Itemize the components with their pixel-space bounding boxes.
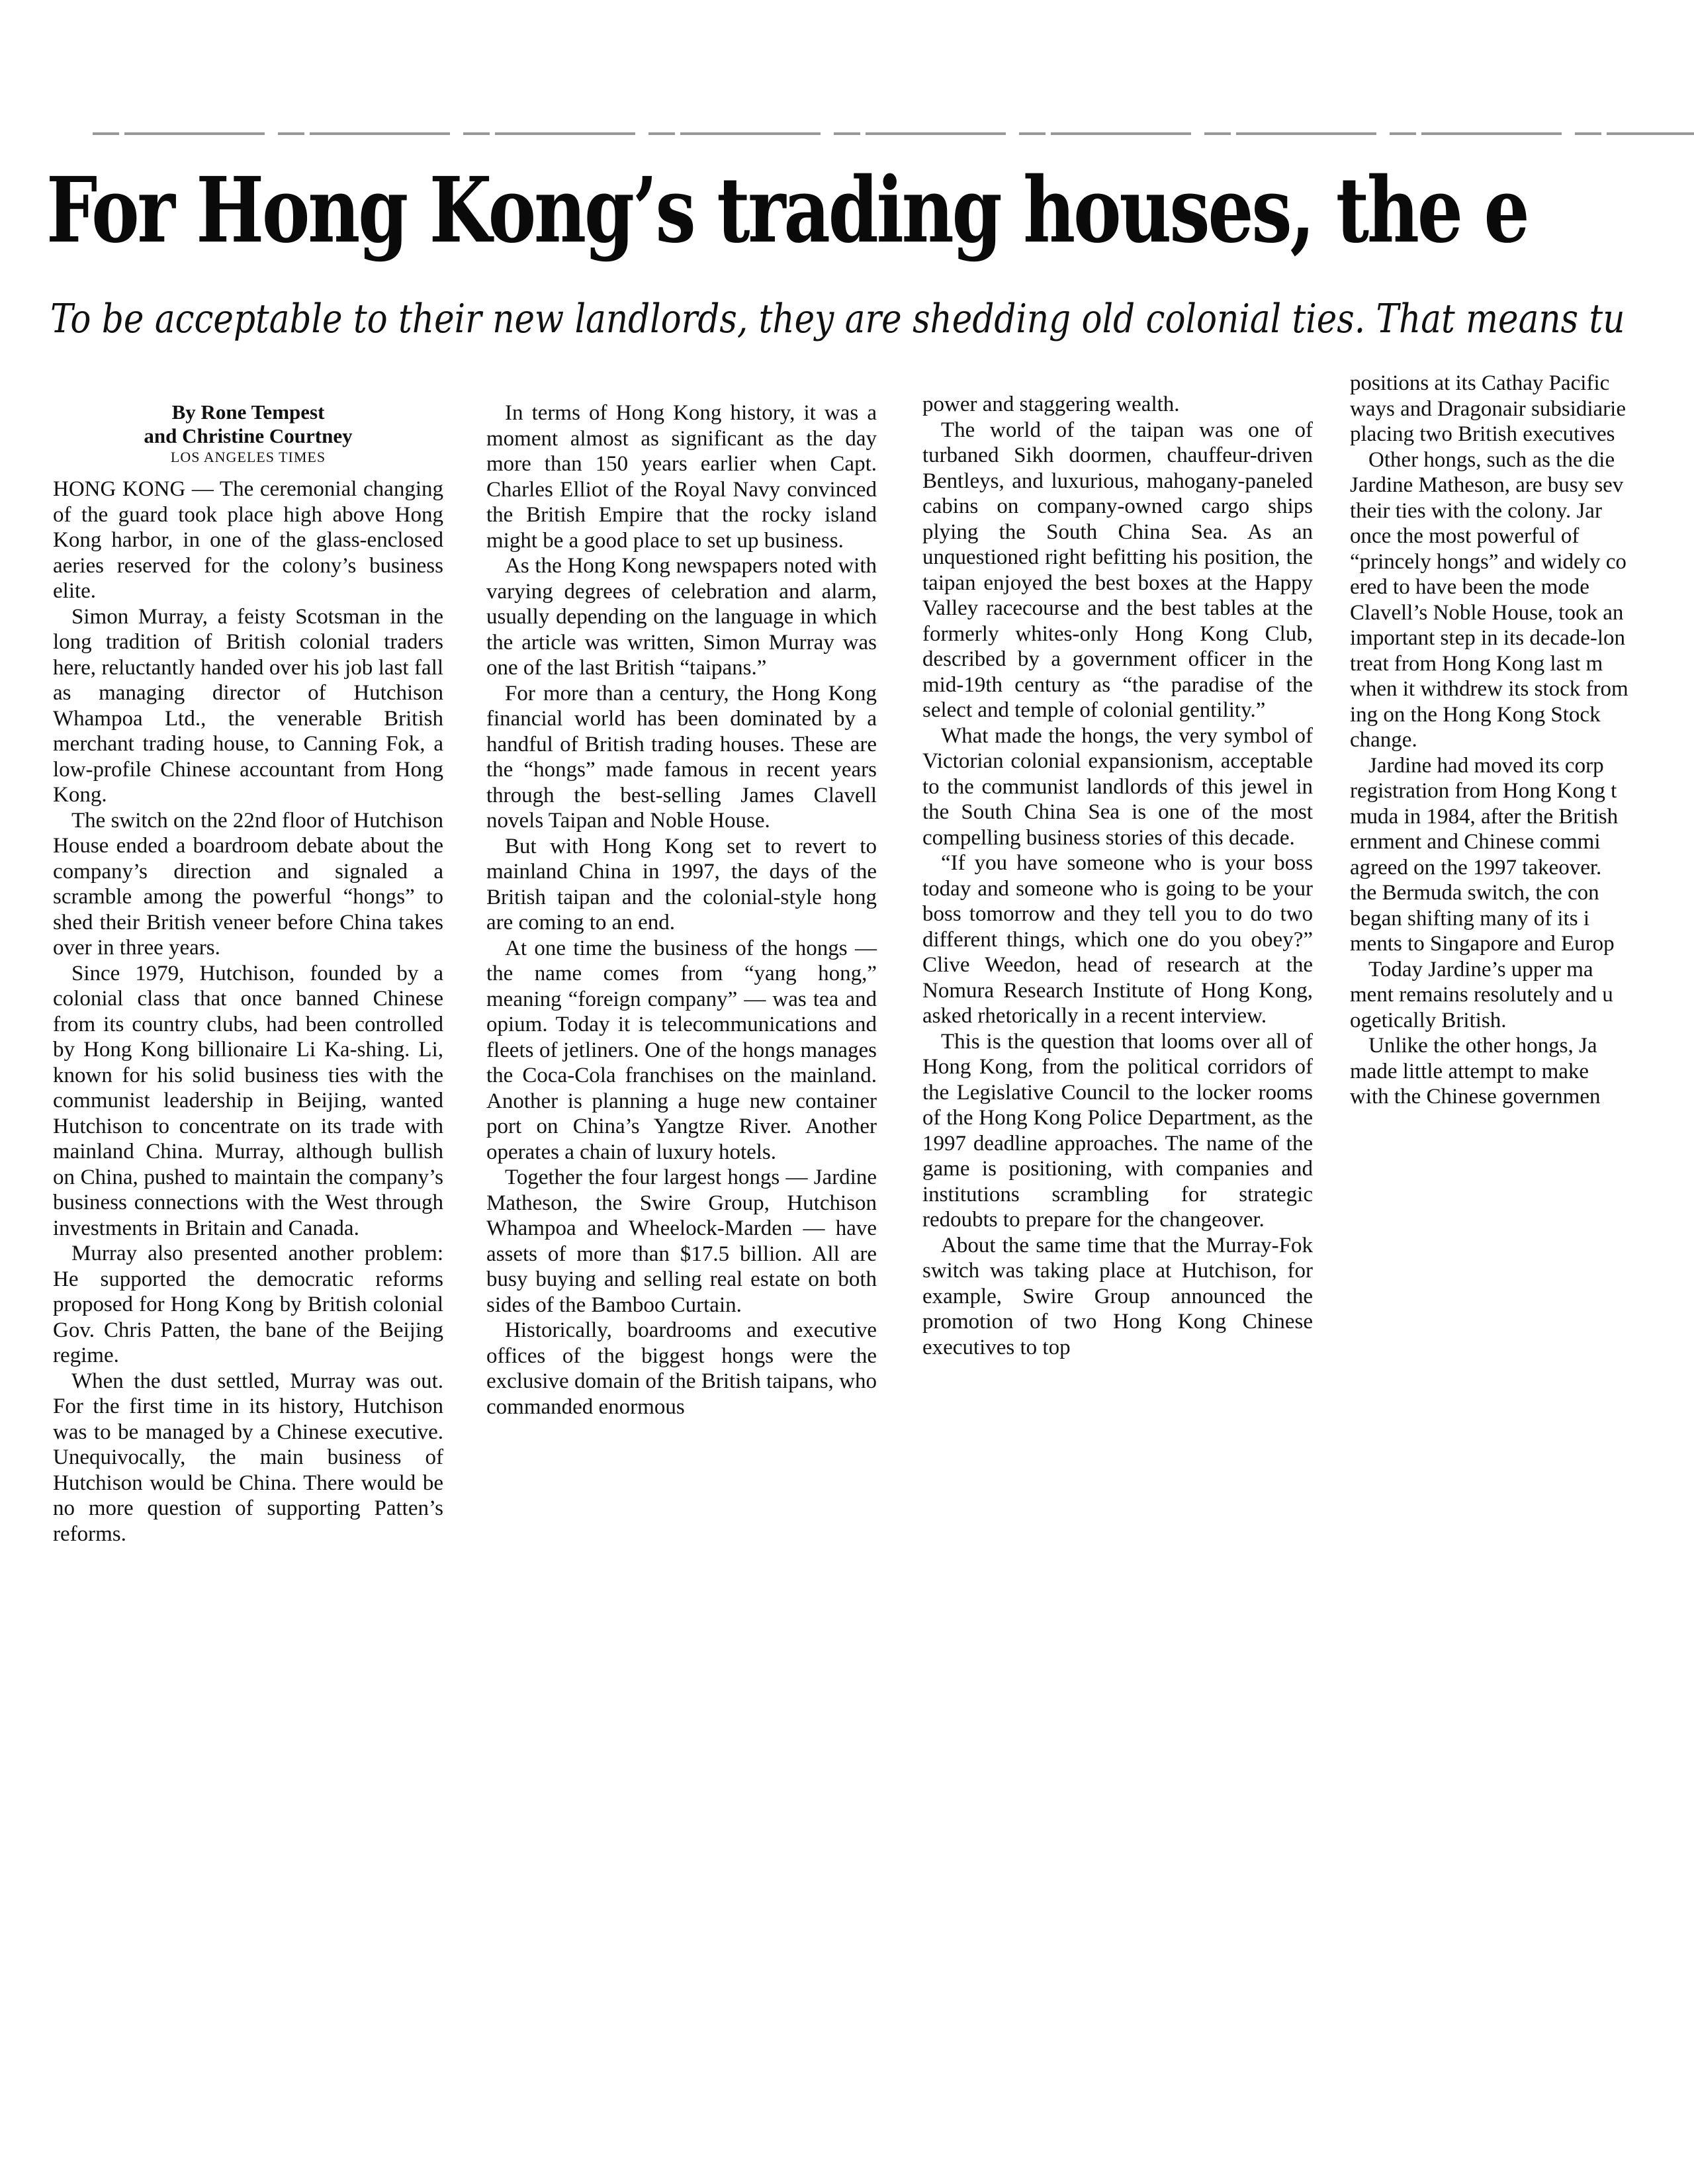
paragraph: HONG KONG — The ceremonial changing of the guard took place high above Hong Kong harbor, in one of the glass-enclosed aeries reserved for the colony’s business elite. <box>53 477 443 603</box>
line: “princely hongs” and widely co <box>1350 549 1627 574</box>
article-column-3 <box>922 392 1313 1360</box>
subheadline: To be acceptable to their new landlords, they are shedding old colonial ties. That means tu <box>50 296 1625 342</box>
line: agreed on the 1997 takeover. <box>1350 855 1602 880</box>
line: registration from Hong Kong t <box>1350 779 1617 803</box>
headline: For Hong Kong’s trading houses, the e <box>46 158 1528 263</box>
line: ments to Singapore and Europ <box>1350 932 1615 956</box>
byline-author-1: By Rone Tempest <box>171 400 325 424</box>
line: muda in 1984, after the British <box>1350 804 1619 829</box>
line: ered to have been the mode <box>1350 575 1589 599</box>
byline-author-2: and Christine Courtney <box>144 424 353 447</box>
article-column-2 <box>486 400 877 1420</box>
line: began shifting many of its i <box>1350 906 1590 931</box>
paragraph: About the same time that the Murray-Fok switch was taking place at Hutchison, for example, Swire Group announced the promotion of two Hong Kong Chinese executives to top <box>922 1233 1313 1359</box>
article-column-1 <box>53 477 443 1547</box>
line: ing on the Hong Kong Stock <box>1350 702 1601 727</box>
paragraph: In terms of Hong Kong history, it was a moment almost as significant as the day more than 150 years earlier when Capt. Charles Elliot of the Royal Navy convinced the British Empire that the rocky island might be a good place to set up business. <box>486 401 877 553</box>
line: placing two British executives <box>1350 422 1615 446</box>
byline <box>53 400 443 467</box>
line: Jardine Matheson, are busy sev <box>1350 473 1624 497</box>
line: ways and Dragonair subsidiarie <box>1350 396 1626 421</box>
paragraph: As the Hong Kong newspapers noted with varying degrees of celebration and alarm, usually depending on the language in which the article was written, Simon Murray was one of the last British “taipans.” <box>486 554 877 680</box>
line: Unlike the other hongs, Ja <box>1368 1034 1597 1058</box>
line: Other hongs, such as the die <box>1368 447 1615 472</box>
paragraph: At one time the business of the hongs — the name comes from “yang hong,” meaning “foreign company” — was tea and opium. Today it is telecommunications and fleets of jetliners. One of the hongs manages the Coca-Cola franchises on the mainland. Another is planning a huge new container port on China’s Yangtze River. Another operates a chain of luxury hotels. <box>486 936 877 1164</box>
top-rule <box>93 132 1694 135</box>
line: ment remains resolutely and u <box>1350 983 1613 1007</box>
line: ernment and Chinese commi <box>1350 830 1601 854</box>
paragraph: What made the hongs, the very symbol of Victorian colonial expansionism, acceptable to the communist landlords of this jewel in the South China Sea is one of the most compelling business stories of this decade. <box>922 723 1313 850</box>
paragraph: Simon Murray, a feisty Scotsman in the long tradition of British colonial traders here, reluctantly handed over his job last fall as managing director of Hutchison Whampoa Ltd., the venerable British merchant trading house, to Canning Fok, a low-profile Chinese accountant from Hong Kong. <box>53 604 443 807</box>
line: change. <box>1350 728 1417 752</box>
paragraph: But with Hong Kong set to revert to mainland China in 1997, the days of the British taipan and the colonial-style hong are coming to an end. <box>486 834 877 934</box>
line: when it withdrew its stock from <box>1350 677 1628 701</box>
paragraph: Since 1979, Hutchison, founded by a colonial class that once banned Chinese from its country clubs, had been controlled by Hong Kong billionaire Li Ka-shing. Li, known for his solid business ties with the communist leadership in Beijing, wanted Hutchison to concentrate on its trade with mainland China. Murray, although bullish on China, pushed to maintain the company’s business connections with the West through investments in Britain and Canada. <box>53 961 443 1240</box>
article-column-4-cropped <box>1350 371 1694 1110</box>
paragraph: When the dust settled, Murray was out. For the first time in its history, Hutchison was to be managed by a Chinese executive. Unequivocally, the main business of Hutchison would be China. There would be no more question of supporting Patten’s reforms. <box>53 1369 443 1546</box>
paragraph: For more than a century, the Hong Kong financial world has been dominated by a handful of British trading houses. These are the “hongs” made famous in recent years through the best-selling James Clavell novels Taipan and Noble House. <box>486 681 877 833</box>
paragraph: “If you have someone who is your boss today and someone who is going to be your boss tomorrow and they tell you to do two different things, which one do you obey?” Clive Weedon, head of research at the Nomura Research Institute of Hong Kong, asked rhetorically in a recent interview. <box>922 851 1313 1028</box>
line: Today Jardine’s upper ma <box>1368 957 1593 981</box>
line: their ties with the colony. Jar <box>1350 498 1602 523</box>
line: with the Chinese governmen <box>1350 1085 1601 1109</box>
line: treat from Hong Kong last m <box>1350 651 1603 676</box>
paragraph: The switch on the 22nd floor of Hutchison House ended a boardroom debate about the company’s direction and signaled a scramble among the powerful “hongs” to shed their British veneer before China takes over in three years. <box>53 808 443 960</box>
line: once the most powerful of <box>1350 524 1580 548</box>
paragraph: This is the question that looms over all of Hong Kong, from the political corridors of the Legislative Council to the locker rooms of the Hong Kong Police Department, as the 1997 deadline approaches. The name of the game is positioning, with companies and institutions scrambling for strategic redoubts to prepare for the changeover. <box>922 1029 1313 1232</box>
line: Jardine had moved its corp <box>1368 753 1604 778</box>
line: Clavell’s Noble House, took an <box>1350 600 1624 625</box>
line: the Bermuda switch, the con <box>1350 881 1599 905</box>
paragraph: The world of the taipan was one of turbaned Sikh doormen, chauffeur-driven Bentleys, and luxurious, mahogany-paneled cabins on company-owned cargo ships plying the South China Sea. As an unquestioned right befitting his position, the taipan enjoyed the best boxes at the Happy Valley racecourse and the best tables at the formerly whites-only Hong Kong Club, described by a government officer in the mid-19th century as “the paradise of the select and temple of colonial gentility.” <box>922 418 1313 722</box>
line: made little attempt to make <box>1350 1059 1589 1083</box>
paragraph: Murray also presented another problem: He supported the democratic reforms proposed for Hong Kong by British colonial Gov. Chris Patten, the bane of the Beijing regime. <box>53 1242 443 1367</box>
paragraph: power and staggering wealth. <box>922 392 1180 416</box>
byline-organization: LOS ANGELES TIMES <box>170 449 326 465</box>
line: important step in its decade-lon <box>1350 626 1626 650</box>
paragraph: Historically, boardrooms and executive offices of the biggest hongs were the exclusive domain of the British taipans, who commanded enormous <box>486 1318 877 1419</box>
paragraph: Together the four largest hongs — Jardine Matheson, the Swire Group, Hutchison Whampoa and Wheelock-Marden — have assets of more than $17.5 billion. All are busy buying and selling real estate on both sides of the Bamboo Curtain. <box>486 1165 877 1317</box>
line: ogetically British. <box>1350 1008 1507 1032</box>
line: positions at its Cathay Pacific <box>1350 371 1610 395</box>
